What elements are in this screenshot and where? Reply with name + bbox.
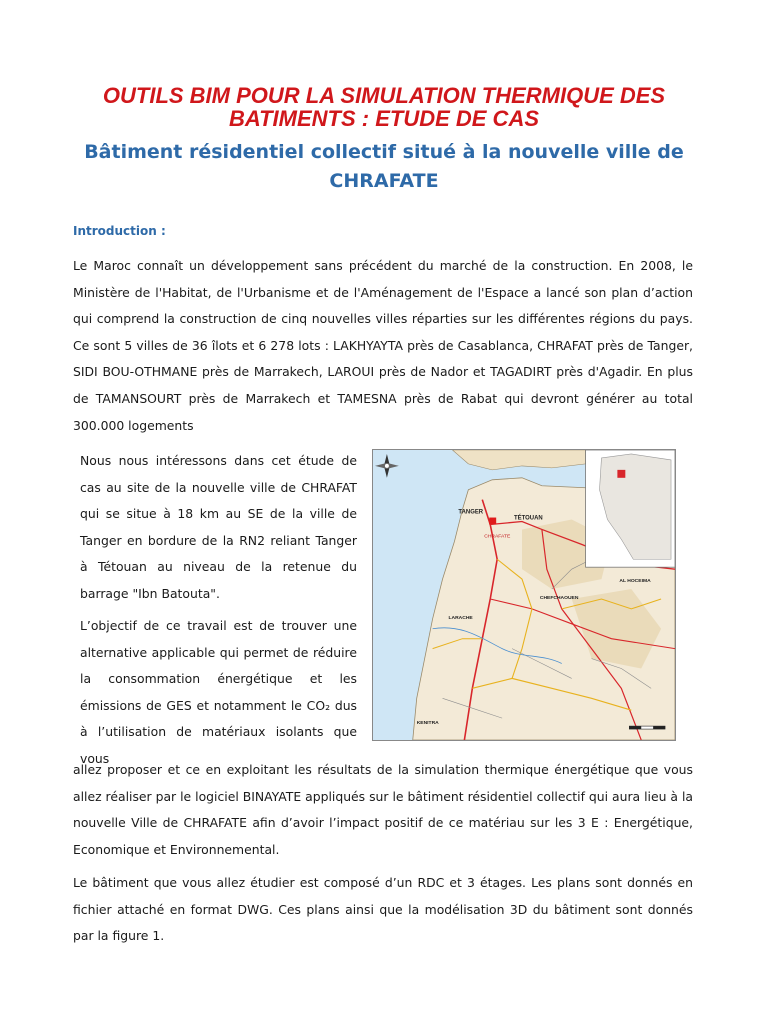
scale-bar-icon (629, 726, 665, 729)
location-map (372, 449, 676, 741)
map-label-al-hoceima: AL HOCEIMA (619, 579, 651, 585)
paragraph-objective-continued: allez proposer et ce en exploitant les résultats de la simulation thermique énergétique que vous allez réaliser par le logiciel BINAYATE appliqués sur le bâtiment résidentiel collectif qui aura lieu à la nouvelle Ville de CHRAFATE afin d’avoir l’impact positif de ce matériau sur les 3 E : Energétique, Economique et Environnemental. (73, 762, 693, 857)
introduction-heading: Introduction : (73, 224, 166, 238)
map-label-larache: LARACHE (448, 615, 473, 621)
paragraph-building: Le bâtiment que vous allez étudier est composé d’un RDC et 3 étages. Les plans sont donnés en fichier attaché en format DWG. Ces plans ainsi que la modélisation 3D du bâtiment sont donnés par la figure 1. (73, 875, 693, 944)
inset-location-box (617, 470, 625, 478)
paragraph-context: Le Maroc connaît un développement sans précédent du marché de la construction. En 2008, le Ministère de l'Habitat, de l'Urbanisme et de l'Aménagement de l'Espace a lancé son plan d’action qui comprend la construction de cinq nouvelles villes réparties sur les différentes régions du pays. Ce sont 5 villes de 36 îlots et 6 278 lots : LAKHYAYTA près de Casablanca, CHRAFAT près de Tanger, SIDI BOU-OTHMANE près de Marrakech, LAROUI près de Nador et TAGADIRT près d'Agadir. En plus de TAMANSOURT près de Marrakech et TAMESNA près de Rabat qui devront générer au total 300.000 logements (73, 258, 693, 433)
document-title: OUTILS BIM POUR LA SIMULATION THERMIQUE DES BATIMENTS : ETUDE DE CAS (102, 83, 666, 131)
map-label-chrafate: CHRAFATE (484, 534, 511, 540)
paragraph-site: Nous nous intéressons dans cet étude de cas au site de la nouvelle ville de CHRAFAT qui se situe à 18 km au SE de la ville de Tanger en bordure de la RN2 reliant Tanger à Tétouan au niveau de la retenue du barrage "Ibn Batouta". (80, 453, 357, 601)
map-label-kenitra: KENITRA (416, 721, 439, 727)
site-marker-icon (489, 518, 496, 525)
document-subtitle: Bâtiment résidentiel collectif situé à la nouvelle ville de CHRAFATE (84, 141, 684, 192)
map-label-tetouan: TÉTOUAN (514, 515, 543, 522)
map-label-chefchaouen: CHEFCHAOUEN (539, 595, 579, 601)
map-label-tanger: TANGER (458, 509, 484, 516)
paragraph-objective: L’objectif de ce travail est de trouver une alternative applicable qui permet de réduire la consommation énergétique et les émissions de GES et notamment le CO₂ dus à l’utilisation de matériaux isolants que vous (80, 618, 357, 766)
location-map-graphic (373, 450, 675, 740)
